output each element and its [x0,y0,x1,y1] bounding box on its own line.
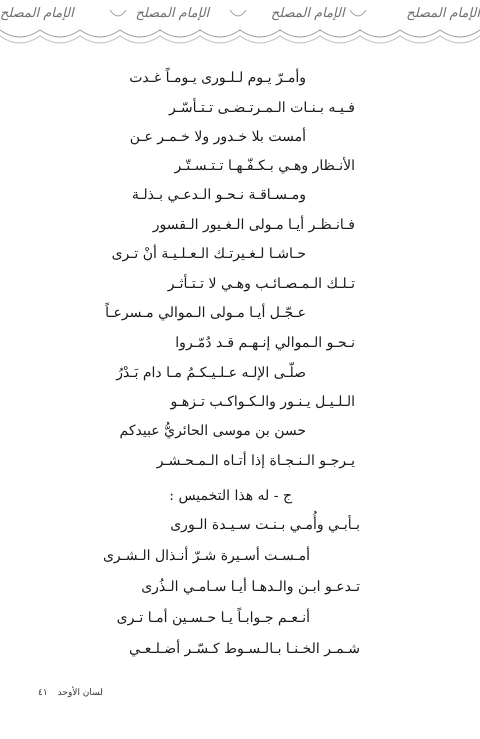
verse-line: أمست بلا خـدور ولا خـمـر عـن [129,129,306,145]
verse-line: وأمـرّ يـوم لـلـورى يـومـاً غـدت [129,70,306,86]
page-number: ٤١ [38,688,48,698]
verse-line: حـاشـا لـغـيرتـك الـعـلـيـة أنْ تـرى [111,246,306,262]
book-title: لسان الأوحد [57,688,103,698]
verse-line: تـلـك الـمـصـائـب وهـي لا تـتـأثـر [167,276,355,292]
verse-line: نـحـو الـموالي إنـهـم قـد دُمّـروا [175,335,355,351]
verse-line: الـلـيـل يـنـور والـكـواكـب تـزهـو [170,394,355,410]
page-footer [38,688,103,698]
verse-line: فـانـظـر أيـا مـولى الـغـيور الـقسور [152,217,355,233]
takhmis-line: أمـسـت أسـيرة شـرّ أنـذال الـشـرى [102,548,310,564]
header-motif: الإمام المصلح [135,6,210,21]
header-motif: الإمام المصلح [406,6,480,21]
verse-line: حسن بن موسى الحائريُّ عبيدكم [119,423,306,439]
header-motif: الإمام المصلح [0,6,74,21]
takhmis-line: شـمـر الخـنـا بـالـسـوط كـسّـر أضـلـعـي [128,641,360,657]
verse-line: صلّـى الإلـه عـلـيـكـمُ مـا دام بَـدْرُ [116,365,306,381]
verse-line: عـجّـل أيـا مـولى الـموالي مـسرعـاً [105,305,306,321]
verse-line: فـيـه بـنـات الـمـرتـضـى تـتـأسّـر [169,100,355,116]
takhmis-line: بـأبـي وأُمـي بـنـت سـيـدة الـورى [170,517,360,533]
verse-line: الأنـظار وهـي بـكـفّـهـا تـتـسـتّـر [174,158,355,174]
verse-line: يـرجـو الـنـجـاة إذا أتـاه الـمـحـشـر [156,453,355,469]
verse-line: ومـسـاقـة نـحـو الـدعـي بـذلـة [131,187,306,203]
section-heading: ج - له هذا التخميس : [169,488,292,504]
takhmis-line: أنـعـم جـوابـاً يـا حـسـين أمـا تـرى [116,610,310,626]
takhmis-line: تـدعـو ابـن والـدهـا أيـا سـامـي الـذُرى [141,579,360,595]
header-motif: الإمام المصلح [270,6,345,21]
